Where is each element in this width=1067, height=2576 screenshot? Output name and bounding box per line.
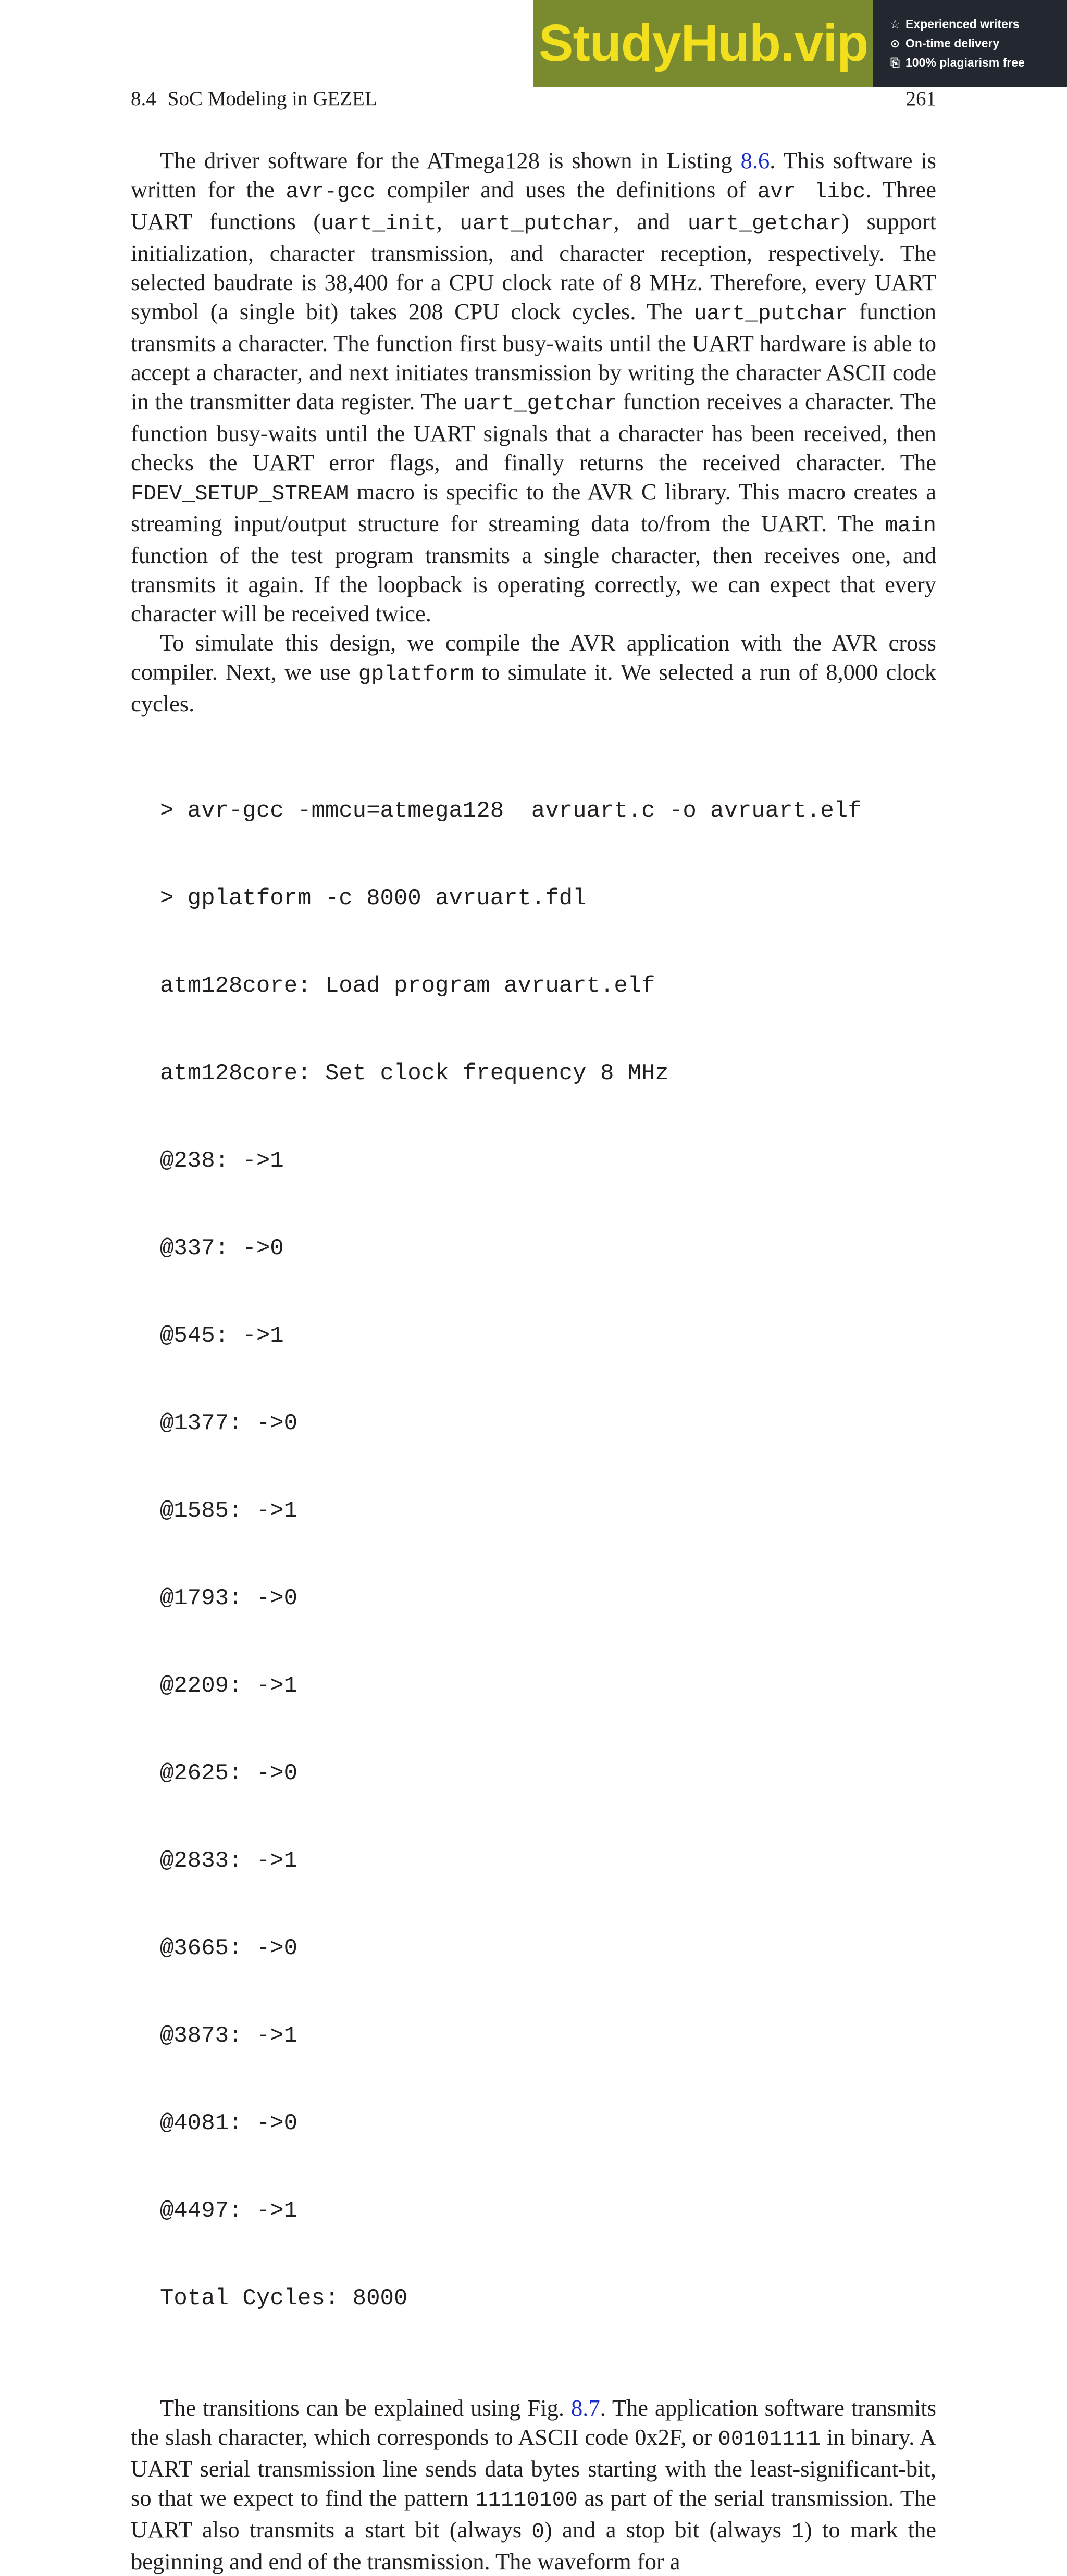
inline-code: FDEV_SETUP_STREAM [131, 482, 349, 506]
inline-code: gplatform [358, 662, 474, 686]
listing-line: > gplatform -c 8000 avruart.fdl [160, 885, 587, 911]
ad-banner[interactable] [534, 0, 1067, 87]
listing-line: @4497: ->1 [160, 2198, 298, 2224]
listing-line: @1793: ->0 [160, 1585, 298, 1611]
inline-code: 1 [791, 2520, 804, 2544]
running-head [131, 85, 936, 111]
listing-line: @2625: ->0 [160, 1760, 298, 1786]
inline-code: uart_init [321, 212, 437, 236]
page-body [131, 146, 936, 2576]
inline-code: avr-gcc [286, 180, 376, 204]
banner-feature-label: Experienced writers [905, 17, 1020, 31]
document-icon: ⎘ [890, 56, 900, 69]
listing-line: @1585: ->1 [160, 1498, 298, 1524]
section-heading [131, 87, 377, 110]
listing-line: atm128core: Load program avruart.elf [160, 973, 655, 999]
inline-code: avr libc [757, 180, 866, 204]
paragraph-driver-software: The driver software for the ATmega128 is shown in Listing 8.6. This software is written for the avr-gcc compiler and uses the definitions of avr libc. Three UART functions (uart_init, uart_putchar, and uart_getchar) support initialization, character transmission, and character reception, respectively. The selected baudrate is 38,400 for a CPU clock rate of 8 MHz. Therefore, every UART symbol (a single bit) takes 208 CPU clock cycles. The uart_putchar function transmits a character. The function first busy-waits until the UART hardware is able to accept a character, and next initiates transmission by writing the character ASCII code in the transmitter data register. The uart_getchar function receives a character. The function busy-waits until the UART signals that a character has been received, then checks the UART error flags, and finally returns the received character. The FDEV_SETUP_STREAM macro is specific to the AVR C library. This macro creates a streaming input/output structure for streaming data to/from the UART. The main function of the test program transmits a single character, then receives one, and transmits it again. If the loopback is operating correctly, we can expect that every character will be received twice. [131, 147, 936, 627]
listing-line: @3665: ->0 [160, 1935, 298, 1961]
listing-link[interactable]: 8.6 [740, 147, 770, 173]
inline-code: 00101111 [718, 2428, 821, 2452]
inline-code: uart_getchar [463, 392, 617, 416]
inline-code: uart_getchar [687, 212, 842, 236]
listing-line: @545: ->1 [160, 1323, 284, 1349]
section-title: SoC Modeling in GEZEL [167, 87, 377, 110]
banner-feature-writers [889, 17, 1067, 31]
banner-feature-delivery [889, 36, 1067, 51]
listing-line: @3873: ->1 [160, 2023, 298, 2049]
banner-feature-label: 100% plagiarism free [905, 56, 1025, 69]
page-number: 261 [905, 87, 936, 110]
listing-line: > avr-gcc -mmcu=atmega128 avruart.c -o avruart.elf [160, 798, 862, 824]
listing-line: @337: ->0 [160, 1235, 284, 1261]
figure-link[interactable]: 8.7 [570, 2395, 600, 2421]
banner-feature-label: On-time delivery [905, 36, 1000, 50]
section-number: 8.4 [131, 87, 156, 110]
paragraph-simulation: To simulate this design, we compile the AVR application with the AVR cross compiler. Next, we use gplatform to simulate it. We selected a run of 8,000 clock cycles. [131, 630, 936, 717]
banner-features [873, 0, 1067, 87]
listing-line: @4081: ->0 [160, 2110, 298, 2136]
listing-line: Total Cycles: 8000 [160, 2285, 408, 2311]
banner-logo-text: StudyHub.vip [538, 14, 869, 72]
listing-line: @2833: ->1 [160, 1848, 298, 1874]
inline-code: uart_putchar [460, 212, 614, 236]
inline-code: 11110100 [475, 2489, 578, 2512]
banner-feature-plagiarism [889, 56, 1067, 70]
star-icon: ☆ [890, 17, 900, 31]
listing-line: @2209: ->1 [160, 1673, 298, 1699]
terminal-listing [160, 738, 936, 2371]
paragraph-transitions: The transitions can be explained using Fig. 8.7. The application software transmits the slash character, which corresponds to ASCII code 0x2F, or 00101111 in binary. A UART serial transmission line sends data bytes starting with the least-significant-bit, so that we expect to find the pattern 11110100 as part of the serial transmission. The UART also transmits a start bit (always 0) and a stop bit (always 1) to mark the beginning and end of the transmission. The waveform for a [131, 2395, 937, 2574]
inline-code: main [885, 514, 936, 538]
clock-icon: ⊙ [890, 36, 900, 50]
inline-code: 0 [531, 2520, 545, 2544]
listing-line: @238: ->1 [160, 1148, 284, 1174]
banner-logo[interactable] [534, 0, 873, 87]
listing-line: @1377: ->0 [160, 1410, 298, 1436]
listing-line: atm128core: Set clock frequency 8 MHz [160, 1060, 669, 1086]
inline-code: uart_putchar [693, 302, 848, 326]
